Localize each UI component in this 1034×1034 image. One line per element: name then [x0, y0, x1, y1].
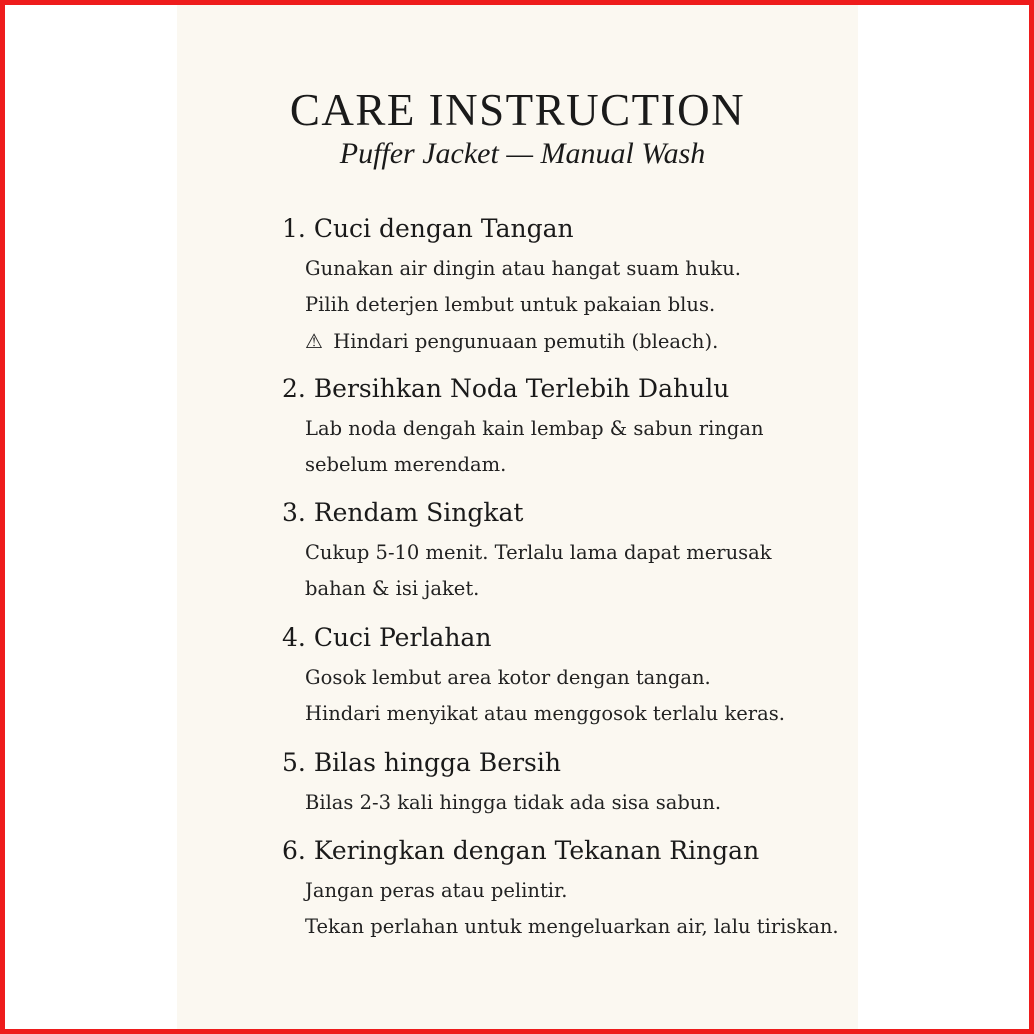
- step-description: [305, 411, 852, 483]
- step-line: Jangan peras atau pelintir.: [305, 879, 568, 902]
- warning-triangle-icon: ⚠: [305, 329, 323, 353]
- step-number: 2.: [282, 374, 306, 403]
- step-line: sebelum merendam.: [305, 453, 507, 476]
- step-line: Lab noda dengah kain lembap & sabun ringan: [305, 417, 764, 440]
- step-number: 3.: [282, 498, 306, 527]
- step-line: Hindari pengunuaan pemutih (bleach).: [333, 330, 719, 353]
- step-3: [282, 498, 852, 607]
- step-title: Cuci Perlahan: [313, 623, 492, 652]
- step-line: Gosok lembut area kotor dengan tangan.: [305, 666, 711, 689]
- care-instruction-card: [177, 5, 858, 1029]
- step-line: Hindari menyikat atau menggosok terlalu keras.: [305, 702, 785, 725]
- step-heading: [282, 748, 852, 778]
- step-description: [305, 785, 852, 821]
- page-title: CARE INSTRUCTION: [289, 85, 746, 135]
- step-description: [305, 660, 852, 732]
- step-title: Keringkan dengan Tekanan Ringan: [313, 836, 760, 865]
- step-5: [282, 748, 852, 821]
- step-number: 6.: [282, 836, 306, 865]
- step-line: Cukup 5-10 menit. Terlalu lama dapat merusak: [305, 541, 772, 564]
- step-2: [282, 374, 852, 483]
- step-heading: [282, 498, 852, 528]
- step-description: [305, 251, 852, 360]
- step-heading: [282, 623, 852, 653]
- step-number: 1.: [282, 214, 306, 243]
- step-title: Rendam Singkat: [313, 498, 524, 527]
- step-title: Bersihkan Noda Terlebih Dahulu: [313, 374, 730, 403]
- step-title: Bilas hingga Bersih: [313, 748, 561, 777]
- step-number: 4.: [282, 623, 306, 652]
- step-line: Pilih deterjen lembut untuk pakaian blus.: [305, 293, 716, 316]
- step-4: [282, 623, 852, 732]
- step-line: bahan & isi jaket.: [305, 577, 480, 600]
- step-description: [305, 873, 852, 945]
- step-description: [305, 535, 852, 607]
- step-heading: [282, 214, 852, 244]
- step-heading: [282, 836, 852, 866]
- step-1: [282, 214, 852, 360]
- step-line: Bilas 2-3 kali hingga tidak ada sisa sabun.: [305, 791, 722, 814]
- page-subtitle: Puffer Jacket — Manual Wash: [339, 137, 706, 170]
- step-line: Tekan perlahan untuk mengeluarkan air, lalu tiriskan.: [305, 915, 839, 938]
- step-number: 5.: [282, 748, 306, 777]
- step-6: [282, 836, 852, 945]
- step-title: Cuci dengan Tangan: [313, 214, 574, 243]
- step-line: Gunakan air dingin atau hangat suam huku.: [305, 257, 741, 280]
- step-heading: [282, 374, 852, 404]
- step-warning-line: [305, 323, 852, 360]
